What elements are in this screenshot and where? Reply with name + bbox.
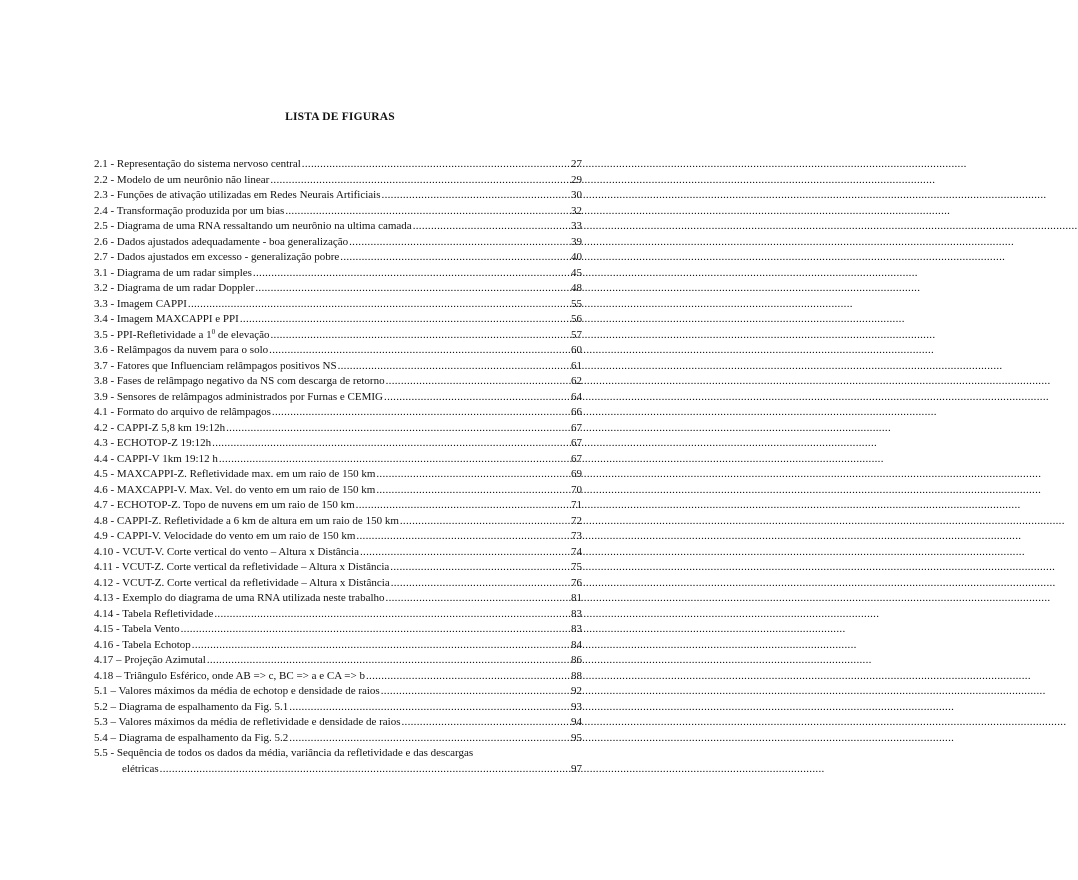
figure-page-number: 33 (571, 220, 582, 232)
figure-page-number: 40 (571, 251, 582, 263)
figure-page-number: 70 (571, 483, 582, 496)
figure-list-item (94, 235, 582, 251)
dot-leader (390, 560, 570, 576)
superscript: 0 (211, 327, 216, 336)
figure-label: 3.1 - Diagrama de um radar simples (94, 266, 252, 279)
figure-label: 2.4 - Transformação produzida por um bias (94, 204, 285, 217)
figure-list-item (94, 591, 582, 607)
figure-list-item (94, 204, 582, 220)
figure-label: 4.7 - ECHOTOP-Z. Topo de nuvens em um raio de 150 km (94, 499, 355, 511)
figure-list-item (94, 715, 582, 731)
figure-page-number: 94 (571, 716, 582, 728)
figure-page-number: 83 (571, 607, 582, 620)
figure-label: 2.7 - Dados ajustados em excesso - generalização pobre (94, 251, 340, 263)
figure-label: 3.8 - Fases de relâmpago negativo da NS com descarga de retorno (94, 375, 385, 387)
dot-leader (270, 173, 570, 189)
figure-page-number: 61 (571, 359, 582, 372)
figure-list-item (94, 436, 582, 452)
figure-label: 4.1 - Formato do arquivo de relâmpagos (94, 406, 271, 418)
figure-list-item (94, 359, 582, 375)
dot-leader (400, 514, 570, 530)
figure-page-number: 67 (571, 452, 582, 465)
figure-page-number: 95 (571, 731, 582, 744)
dot-leader (356, 529, 570, 545)
figure-label: 3.3 - Imagem CAPPI (94, 297, 187, 310)
figure-page-number: 69 (571, 468, 582, 480)
figure-list-item (94, 328, 582, 344)
dot-leader (391, 576, 570, 592)
figure-list-item (94, 700, 582, 716)
figure-list-item (94, 157, 582, 173)
figure-page-number: 55 (571, 297, 582, 310)
figure-page-number: 66 (571, 406, 582, 418)
figure-list-item (94, 250, 582, 266)
figure-list-item (94, 281, 582, 297)
dot-leader (386, 374, 570, 390)
figure-label: 2.3 - Funções de ativação utilizadas em Redes Neurais Artificiais (94, 189, 381, 201)
figure-page-number: 45 (571, 266, 582, 279)
figure-page-number: 76 (571, 576, 582, 589)
figure-label: 4.13 - Exemplo do diagrama de uma RNA utilizada neste trabalho (94, 592, 385, 604)
figure-list-item (94, 498, 582, 514)
figure-label: 4.5 - MAXCAPPI-Z. Refletividade max. em um raio de 150 km (94, 468, 376, 480)
dot-leader (356, 498, 570, 514)
figure-label: 2.1 - Representação do sistema nervoso central (94, 158, 301, 170)
dot-leader (192, 638, 570, 654)
figure-list-item (94, 343, 582, 359)
dot-leader (360, 545, 570, 561)
dot-leader (366, 669, 570, 685)
figure-page-number: 93 (571, 700, 582, 713)
figure-list-item (94, 514, 582, 530)
figure-list-item (94, 467, 582, 483)
figure-page-number: 64 (571, 390, 582, 403)
figure-page-number: 75 (571, 561, 582, 573)
figure-label: 4.16 - Tabela Echotop (94, 638, 191, 651)
figure-list-item (94, 560, 582, 576)
dot-leader (253, 266, 570, 282)
figure-list-item (94, 684, 582, 700)
figure-label: 4.3 - ECHOTOP-Z 19:12h (94, 437, 212, 449)
figure-page-number: 67 (571, 437, 582, 449)
figure-list-item (94, 731, 582, 747)
figure-list-item (94, 653, 582, 669)
figure-list-item (94, 312, 582, 328)
dot-leader (188, 297, 570, 313)
figure-list-item (94, 297, 582, 313)
figure-page-number: 56 (571, 313, 582, 325)
dot-leader (269, 343, 570, 359)
dot-leader (413, 219, 570, 235)
figure-label: 5.1 – Valores máximos da média de echotop e densidade de raios (94, 685, 380, 697)
figure-label: 3.4 - Imagem MAXCAPPI e PPI (94, 313, 239, 325)
dot-leader (338, 359, 570, 375)
figure-list-item (94, 622, 582, 638)
dot-leader (226, 421, 570, 437)
figure-label: 4.10 - VCUT-V. Corte vertical do vento – Altura x Distância (94, 545, 359, 558)
figure-list-item (94, 405, 582, 421)
figure-label: 3.7 - Fatores que Influenciam relâmpagos positivos NS (94, 359, 337, 372)
figure-label: 5.2 – Diagrama de espalhamento da Fig. 5.1 (94, 700, 289, 713)
figure-list-item (94, 669, 582, 685)
figure-list-item (94, 390, 582, 406)
dot-leader (255, 281, 570, 297)
figure-page-number: 60 (571, 344, 582, 356)
figure-page-number: 57 (571, 328, 582, 341)
figure-page-number: 83 (571, 623, 582, 635)
dot-leader (349, 235, 570, 251)
figure-page-number: 48 (571, 282, 582, 294)
figure-list-item (94, 219, 582, 235)
page-title: LISTA DE FIGURAS (285, 111, 395, 123)
dot-leader (272, 405, 570, 421)
dot-leader (212, 436, 570, 452)
dot-leader (289, 700, 570, 716)
figure-label: 2.6 - Dados ajustados adequadamente - boa generalização (94, 235, 349, 248)
figure-label: 3.2 - Diagrama de um radar Doppler (94, 282, 255, 294)
figure-list-item (94, 374, 582, 390)
figure-list-item (94, 529, 582, 545)
dot-leader (219, 452, 570, 468)
figure-list-item-last (94, 746, 582, 777)
dot-leader (384, 390, 570, 406)
figure-page-number: 32 (571, 204, 582, 217)
figure-list-item (94, 545, 582, 561)
figure-label: 4.4 - CAPPI-V 1km 19:12 h (94, 452, 218, 465)
dot-leader (240, 312, 570, 328)
figure-page-number: 67 (571, 421, 582, 434)
figure-label: 4.15 - Tabela Vento (94, 623, 180, 635)
figure-list-item (94, 607, 582, 623)
figure-list-item (94, 452, 582, 468)
figure-label: 4.17 – Projeção Azimutal (94, 654, 206, 666)
figure-label-line2: elétricas (122, 762, 159, 775)
figure-label: 4.2 - CAPPI-Z 5,8 km 19:12h (94, 421, 226, 434)
figure-page-number: 86 (571, 654, 582, 666)
figure-label: 4.8 - CAPPI-Z. Refletividade a 6 km de altura em um raio de 150 km (94, 514, 399, 527)
figure-page-number: 88 (571, 669, 582, 682)
figure-list (94, 157, 582, 746)
dot-leader (382, 188, 570, 204)
figure-page-number: 97 (571, 762, 582, 775)
figure-page-number: 62 (571, 375, 582, 387)
dot-leader (214, 607, 570, 623)
figure-label: 2.2 - Modelo de um neurônio não linear (94, 173, 270, 186)
dot-leader (401, 715, 570, 731)
figure-list-item (94, 483, 582, 499)
figure-page-number: 73 (571, 530, 582, 542)
dot-leader (207, 653, 570, 669)
dot-leader (381, 684, 570, 700)
figure-list-item (94, 173, 582, 189)
figure-page-number: 81 (571, 592, 582, 604)
figure-page-number: 92 (571, 685, 582, 697)
figure-list-item (94, 421, 582, 437)
figure-page-number: 84 (571, 638, 582, 651)
figure-label: 4.14 - Tabela Refletividade (94, 607, 214, 620)
figure-page-number: 72 (571, 514, 582, 527)
figure-label: 4.9 - CAPPI-V. Velocidade do vento em um raio de 150 km (94, 530, 356, 542)
figure-label: 4.6 - MAXCAPPI-V. Max. Vel. do vento em um raio de 150 km (94, 483, 376, 496)
figure-page-number: 74 (571, 545, 582, 558)
figure-page-number: 30 (571, 189, 582, 201)
figure-page-number: 71 (571, 499, 582, 511)
dot-leader (285, 204, 570, 220)
dot-leader (270, 328, 570, 344)
dot-leader (376, 467, 570, 483)
figure-page-number: 27 (571, 158, 582, 170)
figure-label: 2.5 - Diagrama de uma RNA ressaltando um neurônio na ultima camada (94, 220, 412, 232)
figure-label: 3.6 - Relâmpagos da nuvem para o solo (94, 344, 269, 356)
figure-list-item (94, 266, 582, 282)
figure-list-item (94, 638, 582, 654)
figure-page-number: 39 (571, 235, 582, 248)
figure-label-line1: 5.5 - Sequência de todos os dados da média, variância da refletividade e das descargas (94, 747, 474, 759)
figure-label: 5.3 – Valores máximos da média de refletividade e densidade de raios (94, 716, 401, 728)
figure-page-number: 29 (571, 173, 582, 186)
figure-label: 4.12 - VCUT-Z. Corte vertical da refletividade – Altura x Distância (94, 576, 390, 589)
figure-label: 4.18 – Triângulo Esférico, onde AB => c, BC => a e CA => b (94, 669, 365, 682)
figure-label: 5.4 – Diagrama de espalhamento da Fig. 5.2 (94, 731, 289, 744)
dot-leader (376, 483, 570, 499)
dot-leader (340, 250, 570, 266)
figure-label: 4.11 - VCUT-Z. Corte vertical da refletividade – Altura x Distância (94, 561, 390, 573)
figure-list-item (94, 576, 582, 592)
figure-label: 3.5 - PPI-Refletividade a $1^0$ de elevação (94, 327, 270, 341)
dot-leader (289, 731, 570, 747)
dot-leader (302, 157, 570, 173)
dot-leader (181, 622, 570, 638)
figure-list-item (94, 188, 582, 204)
figure-label: 3.9 - Sensores de relâmpagos administrados por Furnas e CEMIG (94, 390, 384, 403)
dot-leader (386, 591, 570, 607)
dot-leader (160, 762, 570, 778)
